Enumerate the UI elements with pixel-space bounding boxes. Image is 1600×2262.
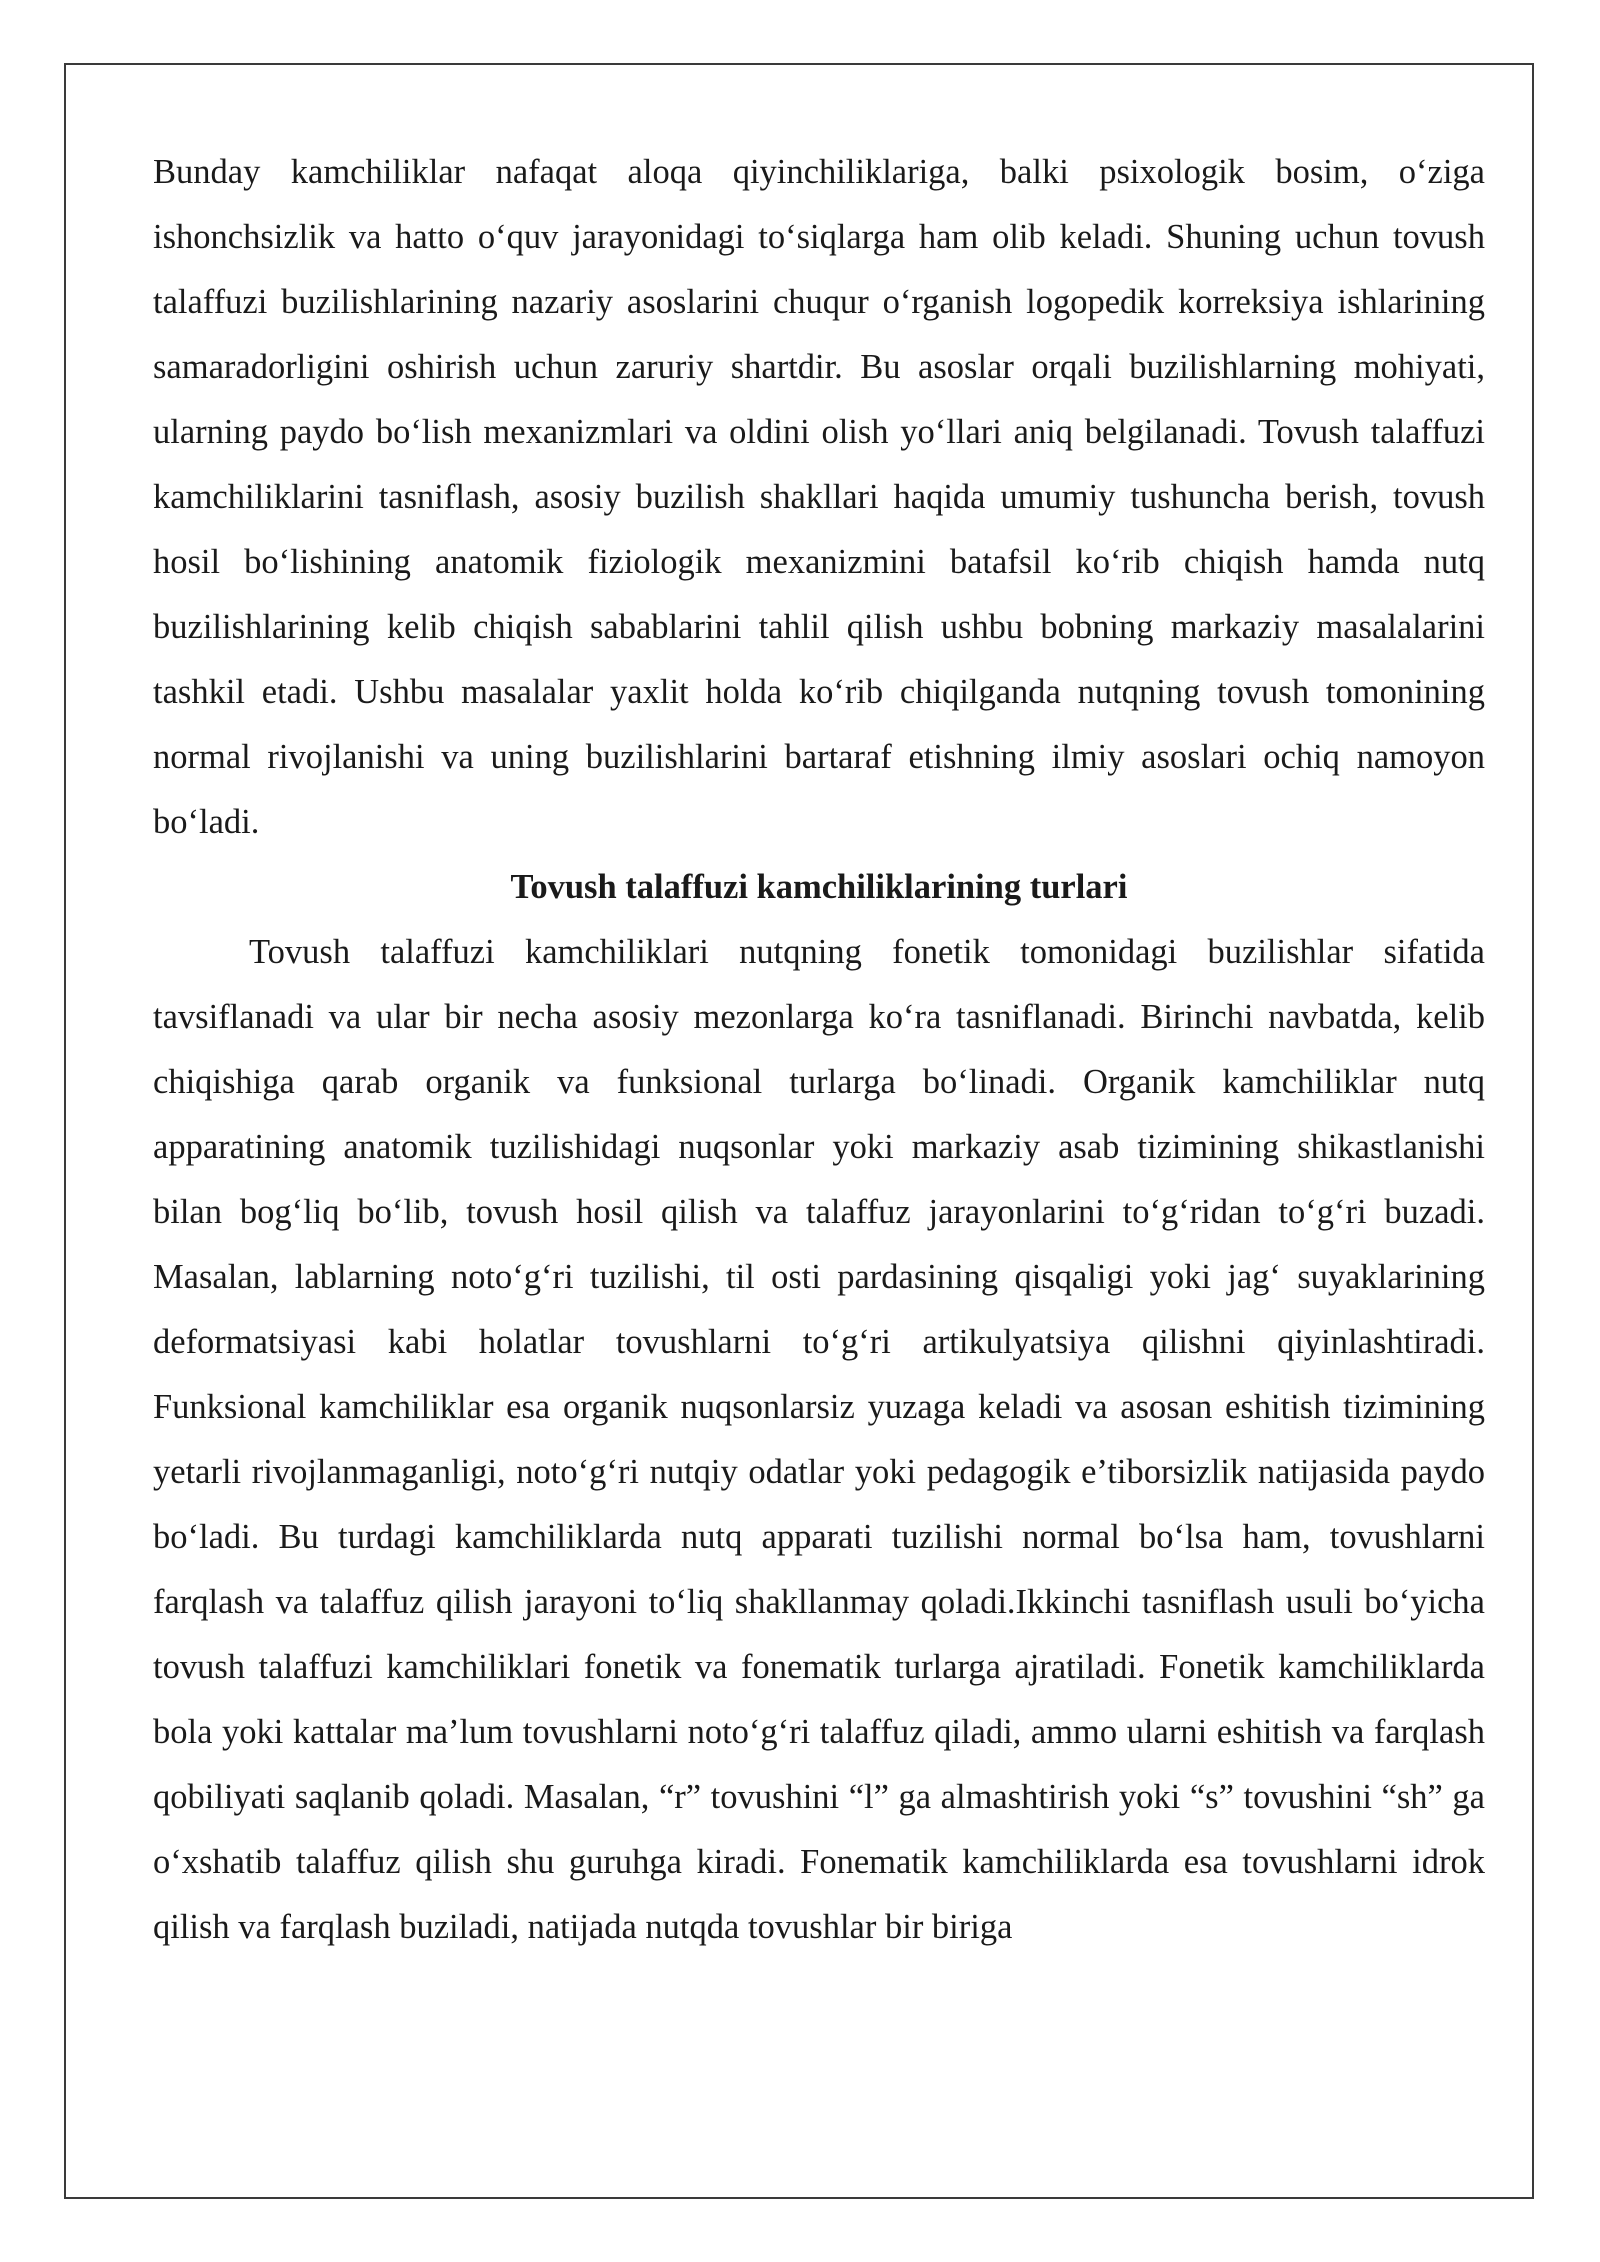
body-paragraph-1: Bunday kamchiliklar nafaqat aloqa qiyinchiliklariga, balki psixologik bosim, o‘ziga ishonchsizlik va hatto o‘quv jarayonidagi to‘siqlarga ham olib keladi. Shuning uchun tovush talaffuzi buzilishlarining nazariy asoslarini chuqur o‘rganish logopedik korreksiya ishlarining samaradorligini oshirish uchun zaruriy shartdir. Bu asoslar orqali buzilishlarning mohiyati, ularning paydo bo‘lish mexanizmlari va oldini olish yo‘llari aniq belgilanadi. Tovush talaffuzi kamchiliklarini tasniflash, asosiy buzilish shakllari haqida umumiy tushuncha berish, tovush hosil bo‘lishining anatomik fiziologik mexanizmini batafsil ko‘rib chiqish hamda nutq buzilishlarining kelib chiqish sabablarini tahlil qilish ushbu bobning markaziy masalalarini tashkil etadi. Ushbu masalalar yaxlit holda ko‘rib chiqilganda nutqning tovush tomonining normal rivojlanishi va uning buzilishlarini bartaraf etishning ilmiy asoslari ochiq namoyon bo‘ladi. — [153, 153, 1485, 841]
section-heading: Tovush talaffuzi kamchiliklarining turlari — [510, 868, 1128, 906]
body-paragraph-2: Tovush talaffuzi kamchiliklari nutqning fonetik tomonidagi buzilishlar sifatida tavsiflanadi va ular bir necha asosiy mezonlarga ko‘ra tasniflanadi. Birinchi navbatda, kelib chiqishiga qarab organik va funksional turlarga bo‘linadi. Organik kamchiliklar nutq apparatining anatomik tuzilishidagi nuqsonlar yoki markaziy asab tizimining shikastlanishi bilan bog‘liq bo‘lib, tovush hosil qilish va talaffuz jarayonlarini to‘g‘ridan to‘g‘ri buzadi. Masalan, lablarning noto‘g‘ri tuzilishi, til osti pardasining qisqaligi yoki jag‘ suyaklarining deformatsiyasi kabi holatlar tovushlarni to‘g‘ri artikulyatsiya qilishni qiyinlashtiradi. Funksional kamchiliklar esa organik nuqsonlarsiz yuzaga keladi va asosan eshitish tizimining yetarli rivojlanmaganligi, noto‘g‘ri nutqiy odatlar yoki pedagogik e’tiborsizlik natijasida paydo bo‘ladi. Bu turdagi kamchiliklarda nutq apparati tuzilishi normal bo‘lsa ham, tovushlarni farqlash va talaffuz qilish jarayoni to‘liq shakllanmay qoladi.Ikkinchi tasniflash usuli bo‘yicha tovush talaffuzi kamchiliklari fonetik va fonematik turlarga ajratiladi. Fonetik kamchiliklarda bola yoki kattalar ma’lum tovushlarni noto‘g‘ri talaffuz qiladi, ammo ularni eshitish va farqlash qobiliyati saqlanib qoladi. Masalan, “r” tovushini “l” ga almashtirish yoki “s” tovushini “sh” ga o‘xshatib talaffuz qilish shu guruhga kiradi. Fonematik kamchiliklarda esa tovushlarni idrok qilish va farqlash buziladi, natijada nutqda tovushlar bir biriga — [153, 933, 1485, 1946]
document-body — [153, 140, 1485, 1960]
